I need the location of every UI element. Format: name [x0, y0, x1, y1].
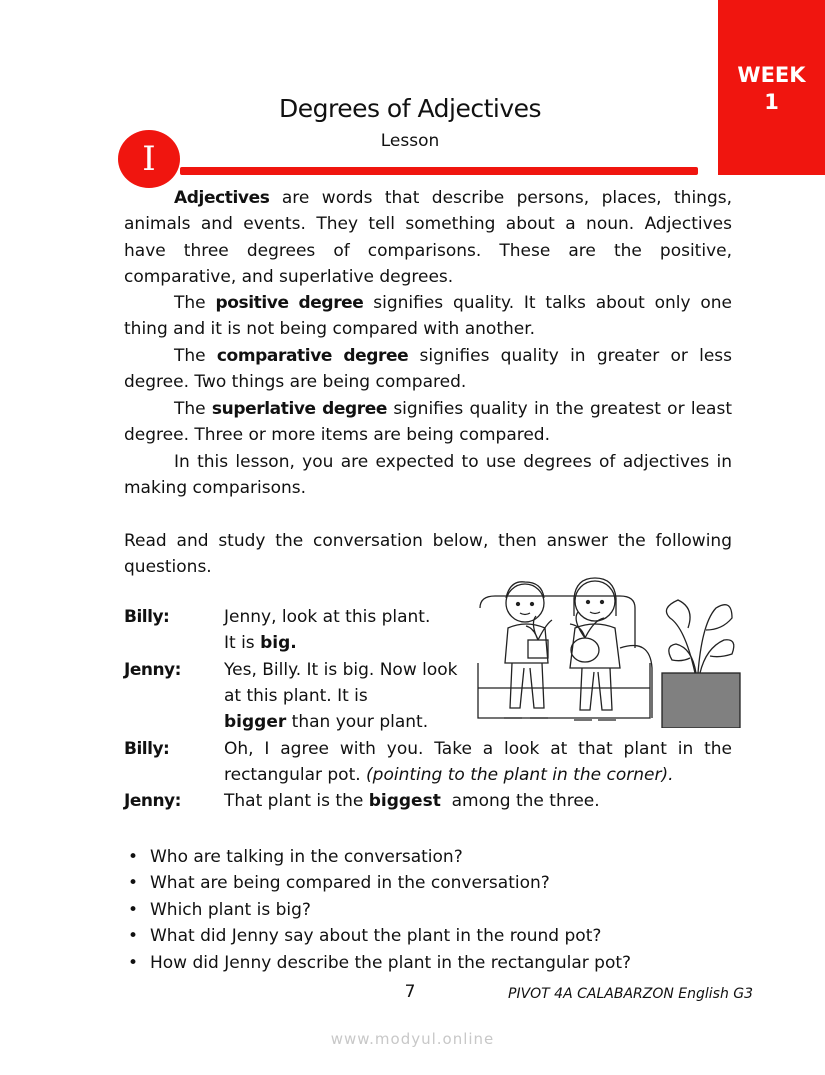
intro-paragraph-superlative — [124, 396, 732, 449]
intro-text: signifies quality in greater or less degree. Two things are being compared. — [124, 346, 732, 393]
dialogue-line — [224, 791, 600, 811]
title-underline — [180, 167, 698, 175]
keyword-adjectives: Adjectives — [174, 188, 270, 208]
speaker-billy: Billy: — [124, 607, 170, 627]
bullet-dot-icon: • — [128, 952, 139, 973]
footer-source: PIVOT 4A CALABARZON English G3 — [508, 986, 754, 1002]
bullet-dot-icon: • — [128, 899, 139, 920]
text-fragment: The — [174, 399, 212, 419]
dialogue-line: at this plant. It is — [224, 686, 368, 706]
text-fragment: The — [174, 346, 217, 366]
rectangular-pot — [662, 673, 740, 728]
dialogue-line: Yes, Billy. It is big. Now look — [224, 660, 458, 680]
question-text: Who are talking in the conversation? — [150, 847, 463, 867]
intro-text: are words that describe persons, places, things, animals and events. They tell something about a noun. Adjectives have three degrees of comparisons. These are the positive, comparative, and superlative degrees. — [124, 188, 732, 288]
list-item — [124, 844, 631, 870]
text-fragment: than your plant. — [286, 712, 429, 732]
speaker-jenny: Jenny: — [124, 660, 181, 680]
dialogue-line: Oh, I agree with you. Take a look at that plant in the — [224, 739, 732, 759]
dialogue-line: Jenny, look at this plant. — [224, 607, 431, 627]
keyword-comparative-degree: comparative degree — [216, 346, 409, 366]
instruction-paragraph: Read and study the conversation below, then answer the following questions. — [124, 531, 732, 578]
question-text: Which plant is big? — [150, 899, 311, 920]
week-tab — [718, 0, 825, 175]
week-label: WEEK — [737, 63, 806, 87]
intro-text: signifies quality in the greatest or least degree. Three or more items are being compared. — [124, 399, 732, 446]
keyword-big: big. — [260, 633, 297, 653]
keyword-superlative-degree: superlative degree — [211, 399, 388, 419]
bullet-dot-icon: • — [128, 873, 139, 894]
list-item — [124, 950, 631, 976]
dialogue-line — [224, 765, 673, 785]
intro-paragraph-adjectives — [124, 185, 732, 291]
intro-paragraph-comparative — [124, 343, 732, 396]
intro-text: signifies quality. It talks about only one thing and it is not being compared with another. — [124, 293, 732, 340]
children-with-plants-illustration — [470, 568, 742, 728]
question-text: How did Jenny describe the plant in the rectangular pot? — [150, 952, 632, 973]
page-subtitle: Lesson — [380, 131, 440, 151]
question-list — [124, 844, 631, 976]
section-badge: I — [118, 130, 180, 188]
page-number: 7 — [404, 982, 416, 1002]
intro-paragraph-positive — [124, 290, 732, 343]
dialogue-line — [224, 633, 297, 653]
question-text: What did Jenny say about the plant in the round pot? — [150, 926, 602, 947]
bullet-dot-icon: • — [128, 926, 139, 947]
page-title: Degrees of Adjectives — [278, 94, 542, 123]
speaker-billy: Billy: — [124, 739, 170, 759]
text-fragment: among the three. — [440, 791, 600, 811]
text-fragment: That plant is the — [224, 791, 369, 811]
text-fragment: rectangular pot. — [224, 765, 367, 785]
speaker-jenny: Jenny: — [124, 791, 181, 811]
question-text: What are being compared in the conversation? — [150, 873, 550, 894]
watermark: www.modyul.online — [330, 1030, 495, 1048]
list-item — [124, 923, 631, 949]
week-number: 1 — [764, 90, 779, 114]
intro-paragraph-objective: In this lesson, you are expected to use degrees of adjectives in making comparisons. — [124, 452, 732, 499]
keyword-positive-degree: positive degree — [215, 293, 364, 313]
keyword-biggest: biggest — [368, 791, 441, 811]
bullet-dot-icon: • — [128, 847, 139, 867]
keyword-bigger: bigger — [224, 712, 287, 732]
list-item — [124, 870, 631, 896]
text-fragment: The — [174, 293, 216, 313]
list-item — [124, 897, 631, 923]
dialogue-line — [224, 712, 428, 732]
stage-direction: (pointing to the plant in the corner). — [366, 765, 674, 785]
text-fragment: It is — [224, 633, 261, 653]
